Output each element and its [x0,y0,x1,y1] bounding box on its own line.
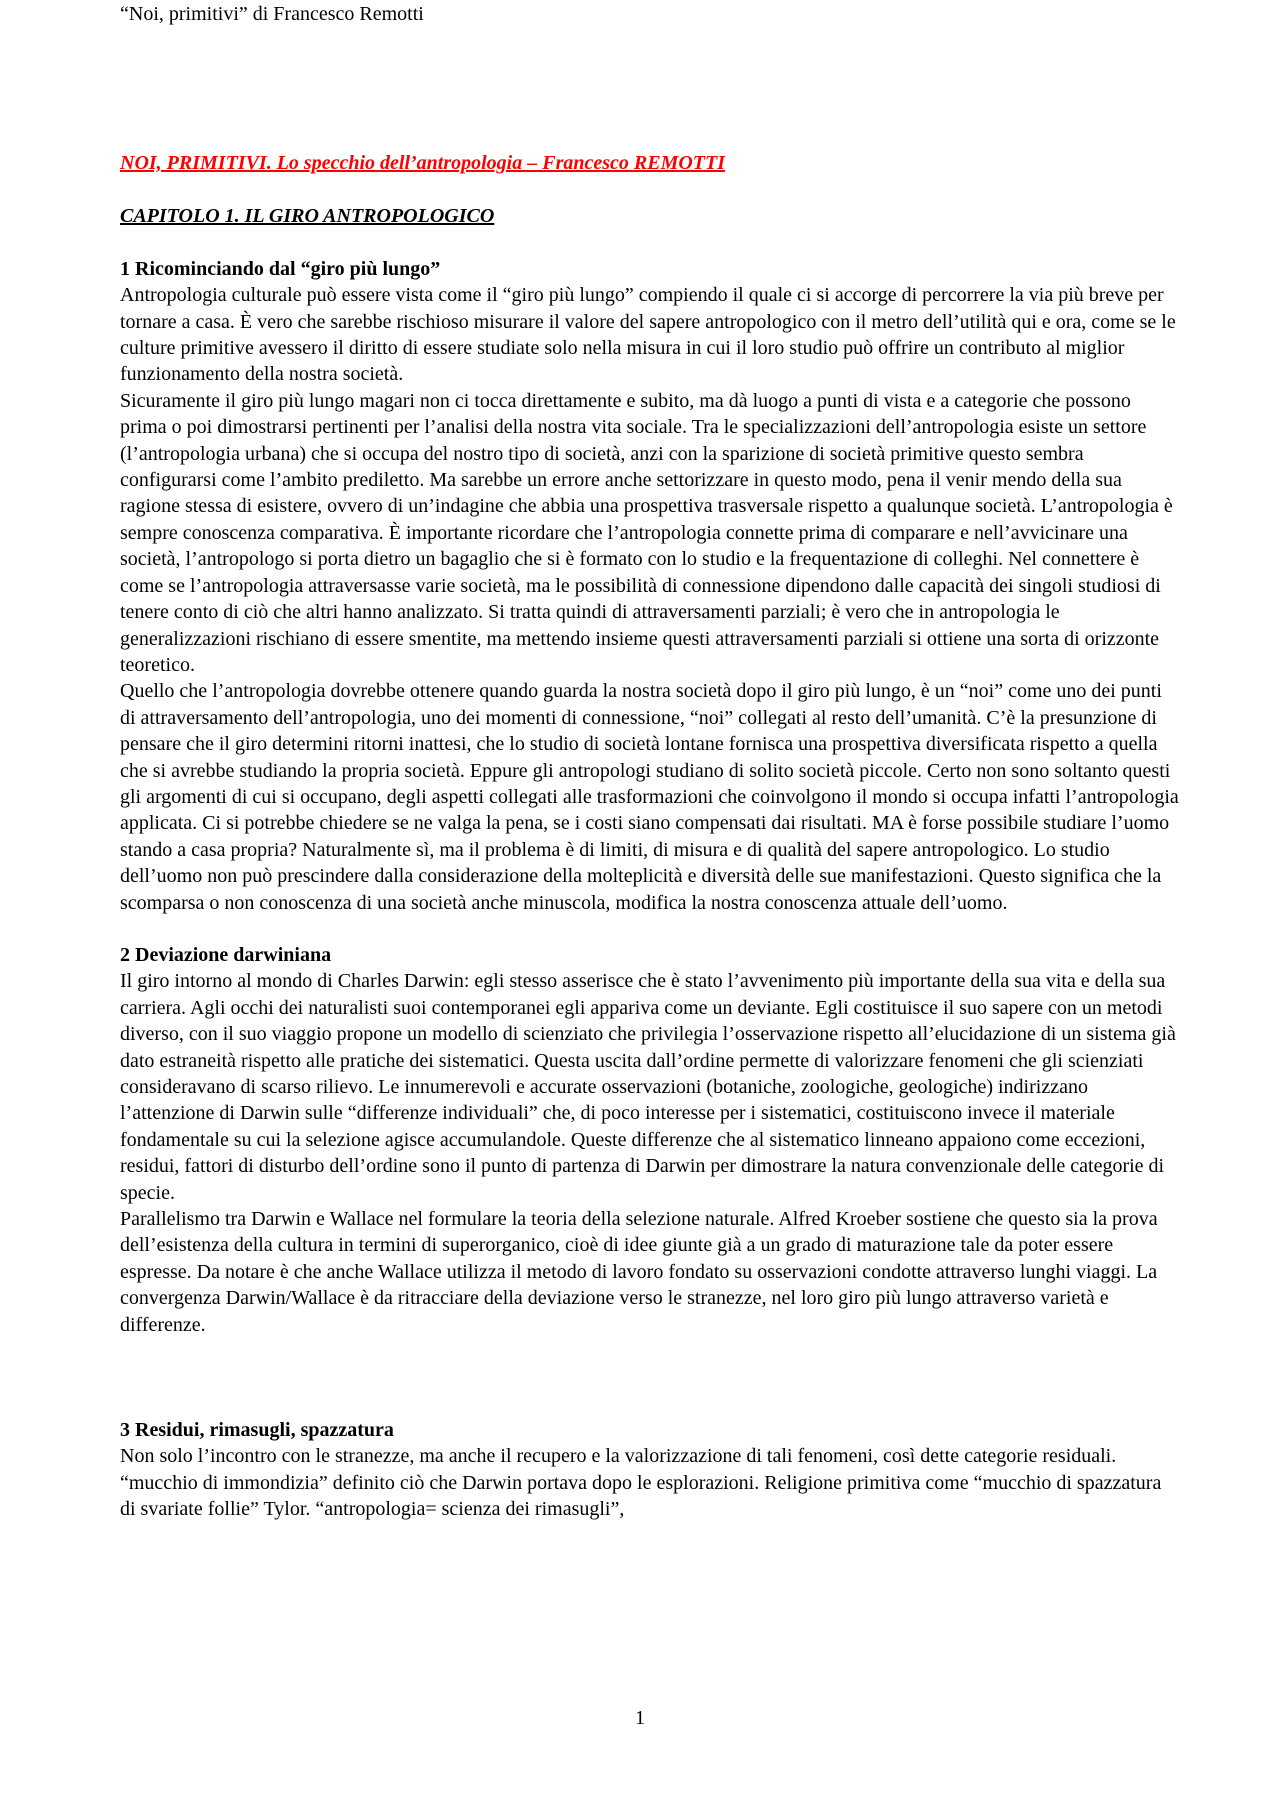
section-2 [120,942,1180,1338]
paragraph: Sicuramente il giro più lungo magari non ci tocca direttamente e subito, ma dà luogo a punti di vista e a categorie che possono prima o poi dimostrarsi pertinenti per l’analisi della nostra vita sociale. Tra le specializzazioni dell’antropologia esiste un settore (l’antropologia urbana) che si occupa del nostro tipo di società, anzi con la sparizione di società primitive questo sembra configurarsi come l’ambito prediletto. Ma sarebbe un errore anche settorizzare in questo modo, pena il venir mendo della sua ragione stessa di esistere, ovvero di un’indagine che abbia una prospettiva trasversale rispetto a qualunque società. L’antropologia è sempre conoscenza comparativa. È importante ricordare che l’antropologia connette prima di comparare e nell’avvicinare una società, l’antropologo si porta dietro un bagaglio che si è formato con lo studio e la frequentazione di colleghi. Nel connettere è come se l’antropologia attraversasse varie società, ma le possibilità di connessione dipendono dalle capacità dei singoli studiosi di tenere conto di ciò che altri hanno analizzato. Si tratta quindi di attraversamenti parziali; è vero che in antropologia le generalizzazioni rischiano di essere smentite, ma mettendo insieme questi attraversamenti parziali si ottiene una sorta di orizzonte teoretico. [120,389,1173,676]
section-heading: 1 Ricominciando dal “giro più lungo” [120,257,441,280]
paragraph: Antropologia culturale può essere vista come il “giro più lungo” compiendo il quale ci si accorge di percorrere la via più breve per tornare a casa. È vero che sarebbe rischioso misurare il valore del sapere antropologico con il metro dell’utilità qui e ora, come se le culture primitive avessero il diritto di essere studiate solo nella misura in cui il loro studio può offrire un contributo al miglior funzionamento della nostra società. [120,284,1176,386]
chapter-title: CAPITOLO 1. IL GIRO ANTROPOLOGICO [120,205,495,228]
paragraph: Non solo l’incontro con le stranezze, ma anche il recupero e la valorizzazione di tali fenomeni, così dette categorie residuali. “mucchio di immondizia” definito ciò che Darwin portava dopo le esplorazioni. Religione primitiva come “mucchio di spazzatura di svariate follie” Tylor. “antropologia= scienza dei rimasugli”, [120,1445,1162,1521]
running-header: “Noi, primitivi” di Francesco Remotti [120,3,424,25]
document-body [120,150,1180,1523]
paragraph: Il giro intorno al mondo di Charles Darwin: egli stesso asserisce che è stato l’avvenimento più importante della sua vita e della sua carriera. Agli occhi dei naturalisti suoi contemporanei egli appariva come un deviante. Egli costituisce il suo sapere con un metodi diverso, con il suo viaggio propone un modello di scienziato che privilegia l’osservazione rispetto all’elucidazione di un sistema già dato estraneità rispetto alle pratiche dei sistematici. Questa uscita dall’ordine permette di valorizzare fenomeni che gli scienziati consideravano di scarso rilievo. Le innumerevoli e accurate osservazioni (botaniche, zoologiche, geologiche) indirizzano l’attenzione di Darwin sulle “differenze individuali” che, di poco interesse per i sistematici, costituiscono invece il materiale fondamentale su cui la selezione agisce accumulandole. Queste differenze che al sistematico linneano appaiono come eccezioni, residui, fattori di disturbo dell’ordine sono il punto di partenza di Darwin per dimostrare la natura convenzionale delle categorie di specie. [120,970,1176,1204]
section-heading: 3 Residui, rimasugli, spazzatura [120,1419,394,1442]
document-title: NOI, PRIMITIVI. Lo specchio dell’antropologia – Francesco REMOTTI [120,152,726,174]
paragraph: Parallelismo tra Darwin e Wallace nel formulare la teoria della selezione naturale. Alfred Kroeber sostiene che questo sia la prova dell’esistenza della cultura in termini di superorganico, cioè di idee giunte già a un grado di maturazione tale da poter essere espresse. Da notare è che anche Wallace utilizza il metodo di lavoro fondato su osservazioni condotte attraverso lunghi viaggi. La convergenza Darwin/Wallace è da ritracciare della deviazione verso le stranezze, nel loro giro più lungo attraverso varietà e differenze. [120,1208,1158,1336]
paragraph: Quello che l’antropologia dovrebbe ottenere quando guarda la nostra società dopo il giro più lungo, è un “noi” come uno dei punti di attraversamento dell’antropologia, uno dei momenti di connessione, “noi” collegati al resto dell’umanità. C’è la presunzione di pensare che il giro determini ritorni inattesi, che lo studio di società lontane fornisca una prospettiva diversificata rispetto a quella che si avrebbe studiando la propria società. Eppure gli antropologi studiano di solito società piccole. Certo non sono soltanto questi gli argomenti di cui si occupano, degli aspetti collegati alle trasformazioni che coinvolgono il mondo si occupa infatti l’antropologia applicata. Ci si potrebbe chiedere se ne valga la pena, se i costi siano compensati dai risultati. MA è forse possibile studiare l’uomo stando a casa propria? Naturalmente sì, ma il problema è di limiti, di misura e di qualità del sapere antropologico. Lo studio dell’uomo non può prescindere dalla considerazione della molteplicità e diversità delle sue manifestazioni. Questo significa che la scomparsa o non conoscenza di una società anche minuscola, modifica la nostra conoscenza attuale dell’uomo. [120,680,1179,914]
section-heading: 2 Deviazione darwiniana [120,943,332,966]
page-number: 1 [635,1707,645,1729]
section-3 [120,1417,1180,1523]
section-1 [120,256,1180,916]
